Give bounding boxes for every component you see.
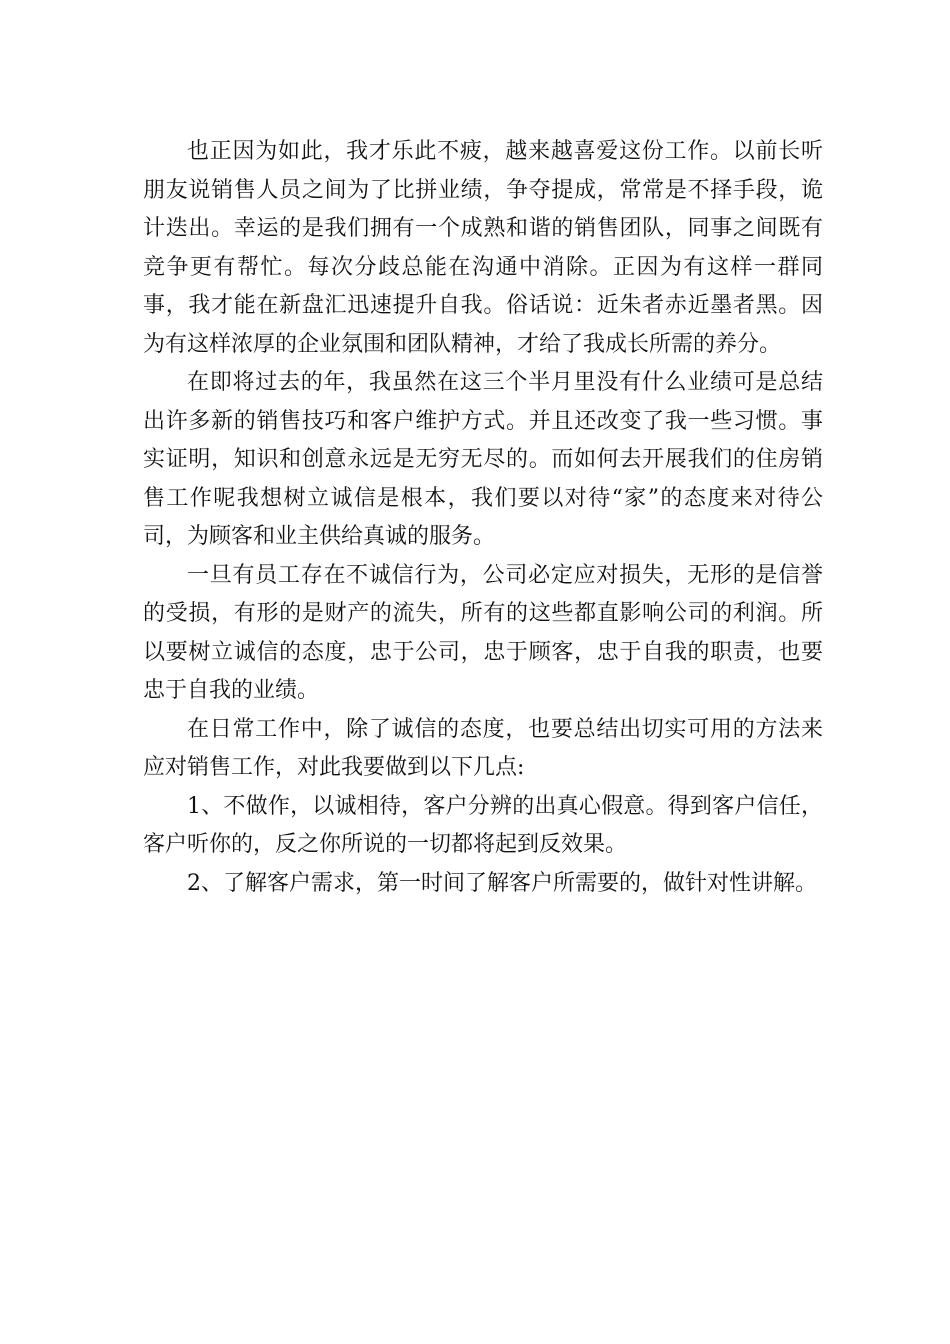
paragraph-point-1: 1、不做作，以诚相待，客户分辨的出真心假意。得到客户信任，客户听你的，反之你所说的一切都将起到反效果。 xyxy=(143,793,823,857)
paragraph-team-atmosphere: 也正因为如此，我才乐此不疲，越来越喜爱这份工作。以前长听朋友说销售人员之间为了比拼业绩，争夺提成，常常是不择手段，诡计迭出。幸运的是我们拥有一个成熟和谐的销售团队，同事之间既有竞争更有帮忙。每次分歧总能在沟通中消除。正因为有这样一群同事，我才能在新盘汇迅速提升自我。俗话说：近朱者赤近墨者黑。因为有这样浓厚的企业氛围和团队精神，才给了我成长所需的养分。 xyxy=(143,139,823,357)
paragraph-point-2: 2、了解客户需求，第一时间了解客户所需要的，做针对性讲解。 xyxy=(187,870,817,896)
document-body xyxy=(143,133,823,903)
paragraph-integrity: 一旦有员工存在不诚信行为，公司必定应对损失，无形的是信誉的受损，有形的是财产的流失，所有的这些都直影响公司的利润。所以要树立诚信的态度，忠于公司，忠于顾客，忠于自我的职责，也要忠于自我的业绩。 xyxy=(143,562,823,703)
paragraph-methods-intro: 在日常工作中，除了诚信的态度，也要总结出切实可用的方法来应对销售工作，对此我要做到以下几点: xyxy=(143,716,823,780)
paragraph-year-summary: 在即将过去的年，我虽然在这三个半月里没有什么业绩可是总结出许多新的销售技巧和客户维护方式。并且还改变了我一些习惯。事实证明，知识和创意永远是无穷无尽的。而如何去开展我们的住房销售工作呢我想树立诚信是根本，我们要以对待“家”的态度来对待公司，为顾客和业主供给真诚的服务。 xyxy=(143,370,823,549)
